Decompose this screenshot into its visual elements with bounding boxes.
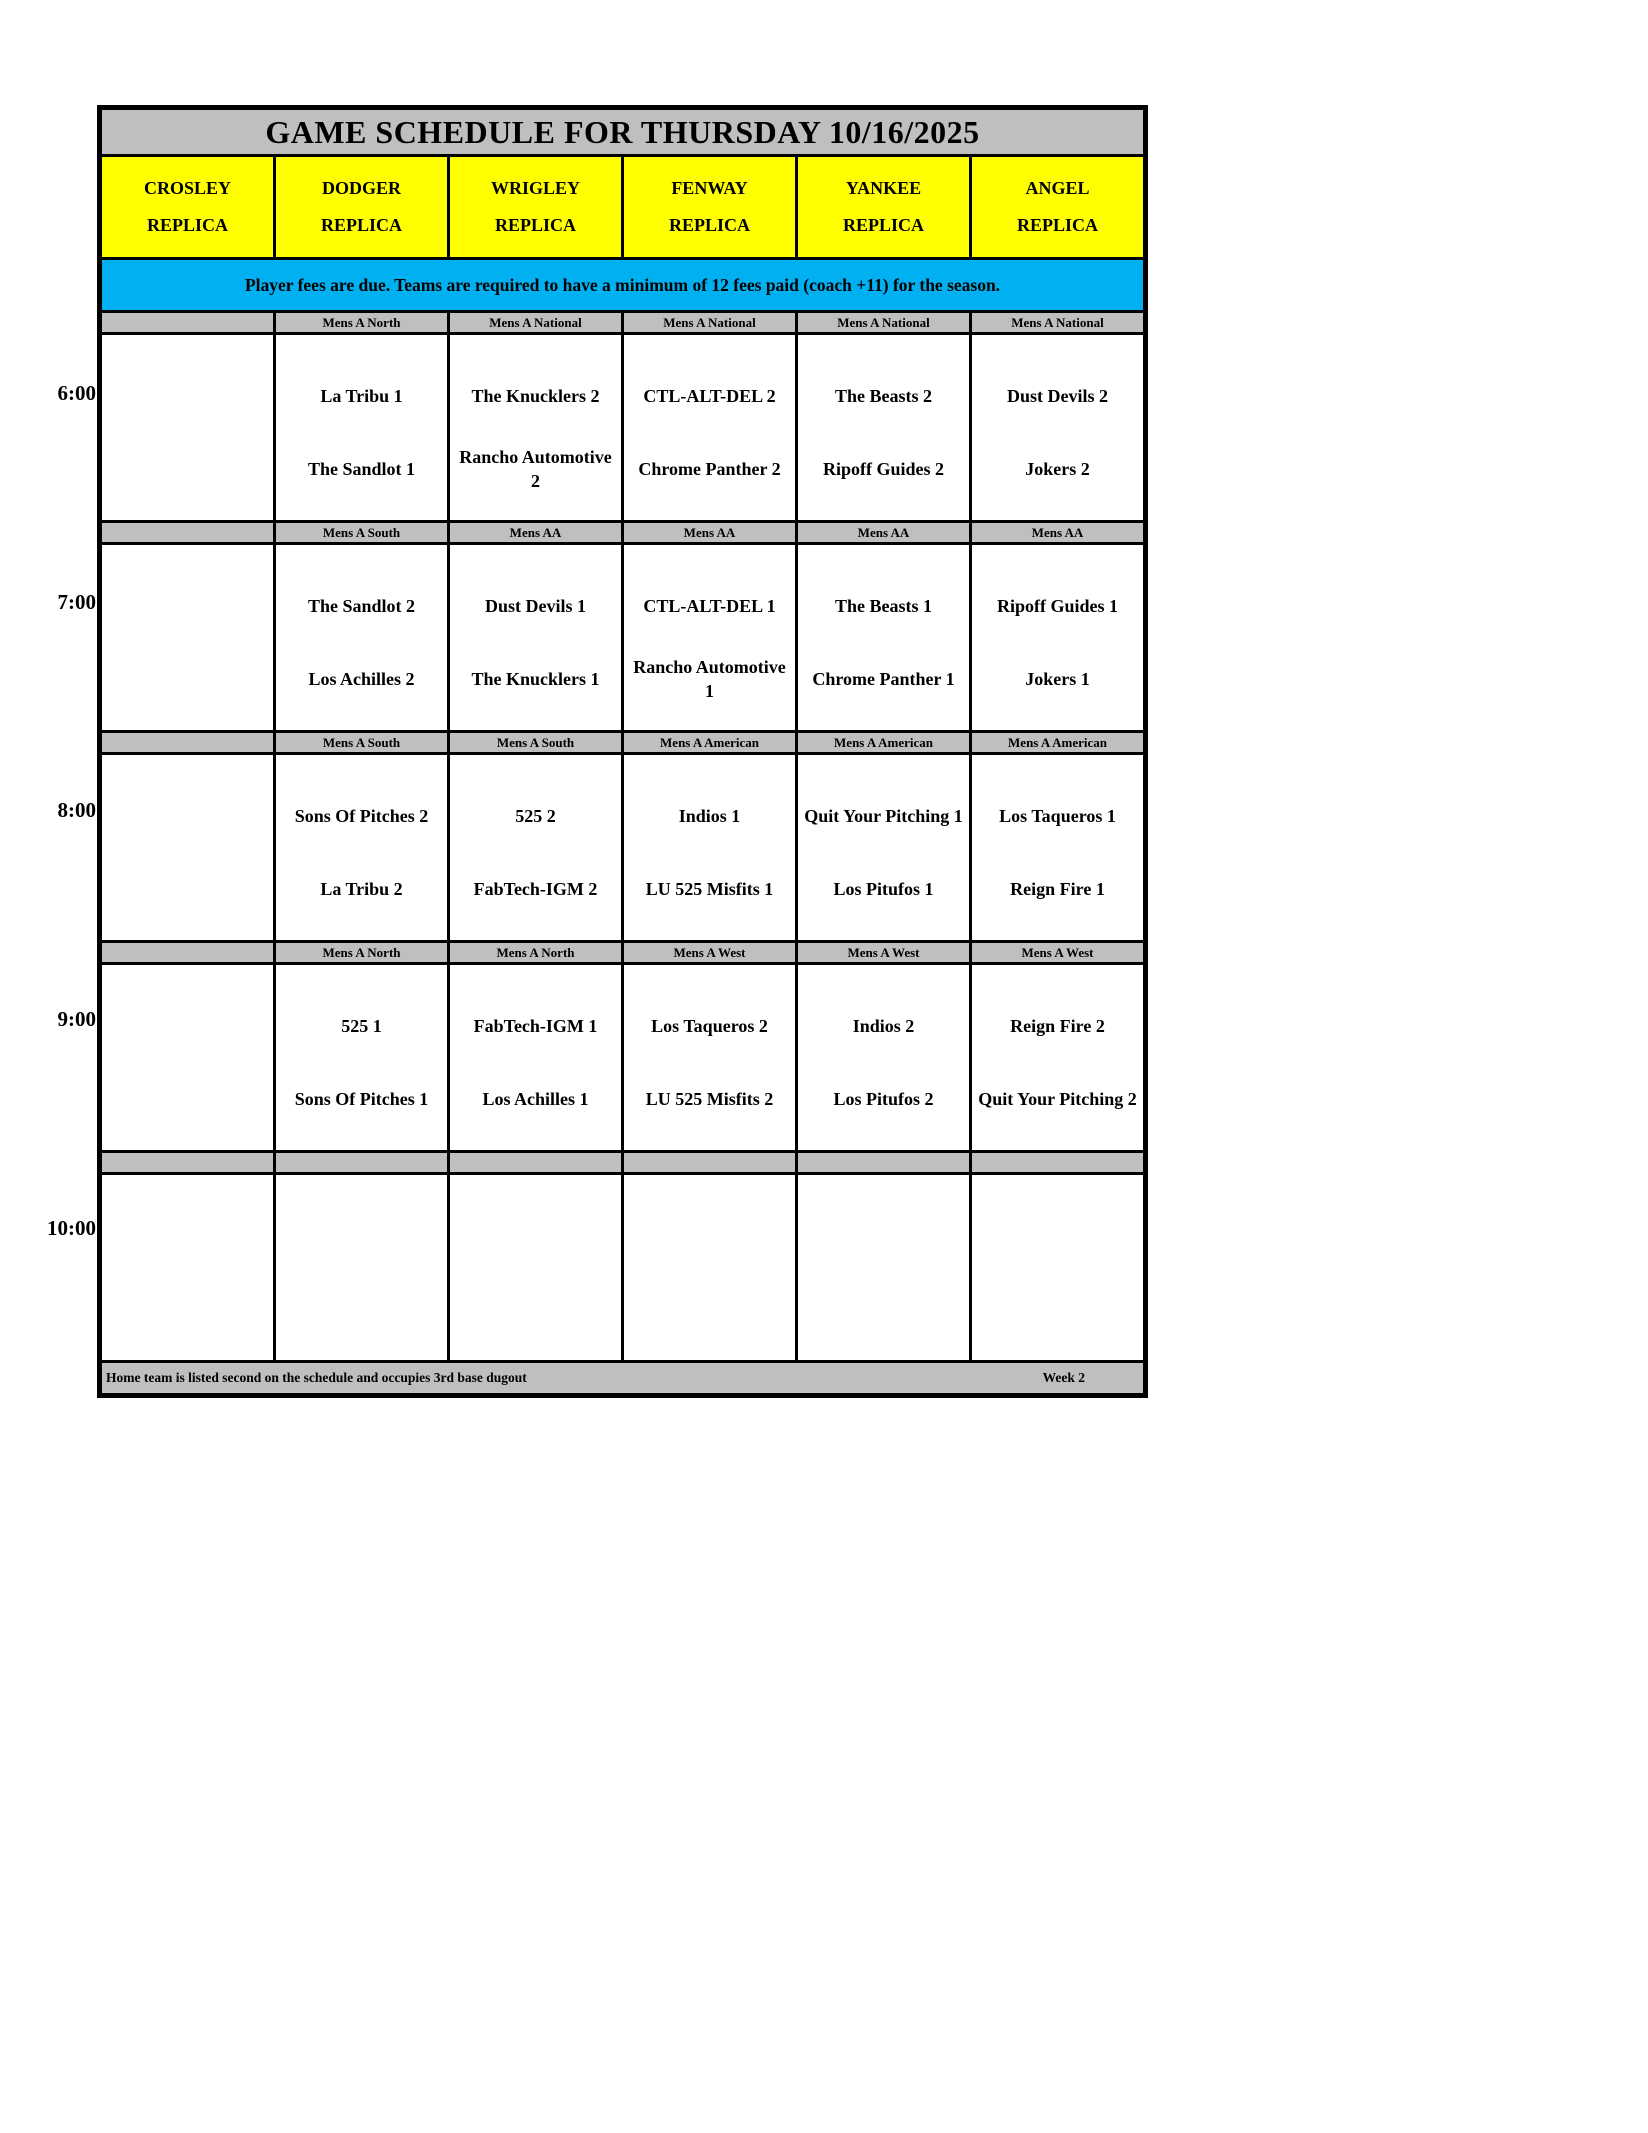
game-cell [276,755,447,940]
notice-banner: Player fees are due. Teams are required to have a minimum of 12 fees paid (coach +11) for the season. [102,260,1143,310]
home-team: Rancho Automotive 2 [459,446,612,492]
game-cell [276,335,447,520]
division-label: Mens A North [276,313,447,332]
away-team: 525 1 [341,1015,382,1036]
field-type: REPLICA [842,215,924,235]
game-cell [450,545,621,730]
field-name: DODGER [321,178,401,198]
home-team: Los Achilles 1 [482,1089,589,1110]
division-row-7 [102,523,1143,542]
week-badge: Week 2 [1042,1370,1085,1385]
division-label: Mens A West [624,943,795,962]
home-team: Jokers 1 [1025,669,1090,690]
game-cell [276,1175,447,1360]
game-cell [798,1175,969,1360]
game-cell [972,1175,1143,1360]
home-team [803,1273,964,1347]
home-team: Ripoff Guides 2 [822,459,945,480]
field-type: REPLICA [1016,215,1098,235]
division-row-10 [102,1153,1143,1172]
home-team [107,1273,268,1347]
home-team: Chrome Panther 1 [812,669,955,690]
division-label [624,1153,795,1172]
game-row-10 [102,1175,1143,1360]
footer-bar [102,1363,1143,1393]
division-label: Mens A National [972,313,1143,332]
away-team [977,1199,1138,1273]
away-team: Los Taqueros 2 [651,1015,768,1036]
division-label: Mens A American [972,733,1143,752]
home-team [629,1273,790,1347]
division-label [450,1153,621,1172]
away-team [455,1199,616,1273]
game-cell [102,755,273,940]
game-row-8 [102,755,1143,940]
game-cell [276,965,447,1150]
field-type: REPLICA [494,215,576,235]
away-team: Dust Devils 1 [484,595,586,616]
home-team [107,643,268,717]
game-cell [102,335,273,520]
home-team: LU 525 Misfits 2 [645,1089,774,1110]
division-row-9 [102,943,1143,962]
field-header-fenway [624,157,795,257]
game-cell [276,545,447,730]
away-team: Reign Fire 2 [1010,1015,1105,1036]
division-row-8 [102,733,1143,752]
footer-note: Home team is listed second on the schedule and occupies 3rd base dugout [106,1370,527,1385]
home-team: The Sandlot 1 [307,459,416,480]
away-team: The Beasts 1 [834,595,932,616]
division-label: Mens AA [798,523,969,542]
away-team: Dust Devils 2 [1006,385,1108,406]
away-team [107,569,268,643]
time-label-6: 6:00 [57,381,96,405]
division-label [102,1153,273,1172]
division-label: Mens A West [972,943,1143,962]
field-header-yankee [798,157,969,257]
game-row-9 [102,965,1143,1150]
game-cell [102,965,273,1150]
game-cell [450,965,621,1150]
division-label [972,1153,1143,1172]
time-label-9: 9:00 [57,1007,96,1031]
away-team [629,1199,790,1273]
game-cell [624,1175,795,1360]
division-label: Mens A South [276,733,447,752]
game-cell [972,545,1143,730]
division-label: Mens A West [798,943,969,962]
division-label: Mens A National [798,313,969,332]
home-team [107,1063,268,1137]
game-cell [624,335,795,520]
game-cell [450,335,621,520]
division-label: Mens A North [450,943,621,962]
home-team: Los Pitufos 2 [833,1089,934,1110]
time-label-10: 10:00 [47,1216,96,1240]
home-team [977,1273,1138,1347]
home-team: Rancho Automotive 1 [633,656,786,702]
division-label: Mens A National [624,313,795,332]
game-row-7 [102,545,1143,730]
game-cell [102,1175,273,1360]
field-name: WRIGLEY [490,178,580,198]
game-cell [798,965,969,1150]
home-team: Los Pitufos 1 [833,879,934,900]
field-header-crosley [102,157,273,257]
time-label-7: 7:00 [57,590,96,614]
field-header-wrigley [450,157,621,257]
home-team [281,1273,442,1347]
division-label: Mens A National [450,313,621,332]
field-type: REPLICA [668,215,750,235]
division-label: Mens AA [450,523,621,542]
away-team: CTL-ALT-DEL 1 [643,595,776,616]
field-header-dodger [276,157,447,257]
away-team: The Sandlot 2 [307,595,416,616]
away-team: FabTech-IGM 1 [473,1015,598,1036]
division-label [102,523,273,542]
division-label [798,1153,969,1172]
home-team [107,433,268,507]
field-type: REPLICA [320,215,402,235]
field-header-angel [972,157,1143,257]
away-team: Indios 2 [852,1015,915,1036]
division-label: Mens A North [276,943,447,962]
away-team: CTL-ALT-DEL 2 [643,385,776,406]
away-team: La Tribu 1 [320,385,403,406]
page-title: GAME SCHEDULE FOR THURSDAY 10/16/2025 [102,110,1143,154]
away-team: The Beasts 2 [834,385,932,406]
away-team [107,1199,268,1273]
schedule-table [97,105,1148,1398]
home-team: The Knucklers 1 [471,669,600,690]
away-team [107,779,268,853]
away-team: Los Taqueros 1 [999,805,1116,826]
field-name: YANKEE [845,178,922,198]
time-label-8: 8:00 [57,798,96,822]
game-cell [450,755,621,940]
home-team: Chrome Panther 2 [638,459,781,480]
game-cell [972,335,1143,520]
game-cell [972,965,1143,1150]
home-team: Jokers 2 [1025,459,1090,480]
home-team [107,853,268,927]
home-team: FabTech-IGM 2 [473,879,598,900]
division-label: Mens A American [798,733,969,752]
away-team: The Knucklers 2 [471,385,600,406]
game-cell [972,755,1143,940]
home-team: La Tribu 2 [320,879,403,900]
away-team [107,359,268,433]
away-team [803,1199,964,1273]
game-cell [624,965,795,1150]
home-team: Reign Fire 1 [1010,879,1105,900]
division-label: Mens A American [624,733,795,752]
division-label [102,943,273,962]
away-team: Ripoff Guides 1 [996,595,1119,616]
field-name: CROSLEY [143,178,232,198]
game-row-6 [102,335,1143,520]
away-team: Quit Your Pitching 1 [804,805,963,826]
home-team [455,1273,616,1347]
away-team: Indios 1 [678,805,741,826]
game-cell [798,545,969,730]
field-type: REPLICA [146,215,228,235]
game-cell [102,545,273,730]
home-team: LU 525 Misfits 1 [645,879,774,900]
away-team: Sons Of Pitches 2 [294,805,429,826]
field-name: ANGEL [1025,178,1090,198]
game-cell [798,755,969,940]
game-cell [624,545,795,730]
game-cell [450,1175,621,1360]
home-team: Sons Of Pitches 1 [294,1089,429,1110]
division-label [102,313,273,332]
game-cell [624,755,795,940]
division-label: Mens AA [972,523,1143,542]
field-name: FENWAY [671,178,748,198]
division-label: Mens A South [276,523,447,542]
division-label [276,1153,447,1172]
division-label: Mens A South [450,733,621,752]
division-label [102,733,273,752]
field-header-row [102,157,1143,257]
away-team: 525 2 [515,805,556,826]
game-cell [798,335,969,520]
home-team: Los Achilles 2 [308,669,415,690]
away-team [281,1199,442,1273]
division-label: Mens AA [624,523,795,542]
away-team [107,989,268,1063]
division-row-6 [102,313,1143,332]
home-team: Quit Your Pitching 2 [978,1089,1137,1110]
